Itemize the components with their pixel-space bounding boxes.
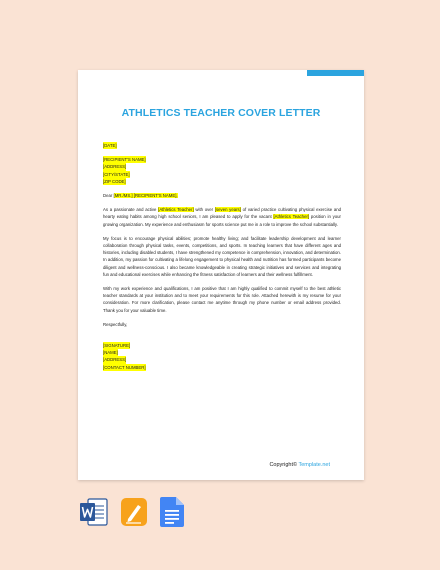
word-icon[interactable] xyxy=(80,497,108,532)
google-docs-icon[interactable] xyxy=(160,497,184,532)
paragraph-closing: With my work experience and qualifications, I am positive that I am highly qualified to commit myself to the best athletic teacher standards at your institution and to meet your requirements for this role. Attached herewith is my resume for your consideration. For more clarification, please contact me anytime through my phone number or email address provided. Thank you for your valuable time. xyxy=(103,286,341,313)
letter-body xyxy=(103,142,341,371)
years-field: [seven years] xyxy=(214,207,241,213)
paragraph-intro: As a passionate and active [Athletics Teacher] with over [seven years] of varied practice cultivating physical exercise and hearty eating habits among high school seniors, I am pleased to apply for the vacant [Athletics Teacher] position in your growing organization. My experience and enthusiasm for sports science put me in a role to improve the school substantially. xyxy=(103,207,341,227)
copyright-symbol: © xyxy=(293,462,298,468)
sender-contact-field: [CONTACT NUMBER] xyxy=(103,364,146,370)
recipient-address-field: [ADDRESS] xyxy=(103,164,127,170)
copyright-footer: Copyright© Template.net xyxy=(269,462,330,468)
paragraph-focus: My focus is to encourage physical abilities; promote healthy living; and facilitate leadership development and learner collaboration through physical tasks, events, competitions, and sports. In teaching learners that have different ages and histories, including disabled students, I have strengthened my competence in comprehension, innovation, and determination. In addition, my passion for cultivating a lifelong engagement to physical health and nutrition has formed participants become diligent and wellness-conscious. I also became knowledgeable in creating strategic initiatives and services and integrating fun and educational exercises while enhancing the fitness satisfaction of learners and their wellness fulfillment. xyxy=(103,235,341,277)
letter-title: ATHLETICS TEACHER COVER LETTER xyxy=(121,107,321,119)
sender-address-field: [ADDRESS] xyxy=(103,357,127,363)
signature-field: [SIGNATURE] xyxy=(103,343,131,349)
brand-link[interactable]: Template.net xyxy=(298,462,330,468)
job-title-field: [Athletics Teacher] xyxy=(158,207,194,213)
sender-name-field: [NAME] xyxy=(103,350,118,356)
job-title-field-2: [Athletics Teacher] xyxy=(273,214,310,220)
pages-icon[interactable] xyxy=(120,497,148,532)
recipient-city-field: [CITY/STATE] xyxy=(103,171,130,177)
salutation-name-field: [MR./MS.] [RECIPIENT'S NAME], xyxy=(113,193,178,199)
recipient-zip-field: [ZIP CODE] xyxy=(103,178,126,184)
accent-bar xyxy=(307,70,364,76)
document-page xyxy=(78,70,364,480)
recipient-name-field: [RECIPIENT'S NAME] xyxy=(103,157,146,163)
closing-line: Respectfully, xyxy=(103,321,128,327)
salutation: Dear [MR./MS.] [RECIPIENT'S NAME], xyxy=(103,193,178,199)
date-field: [DATE] xyxy=(103,143,117,148)
